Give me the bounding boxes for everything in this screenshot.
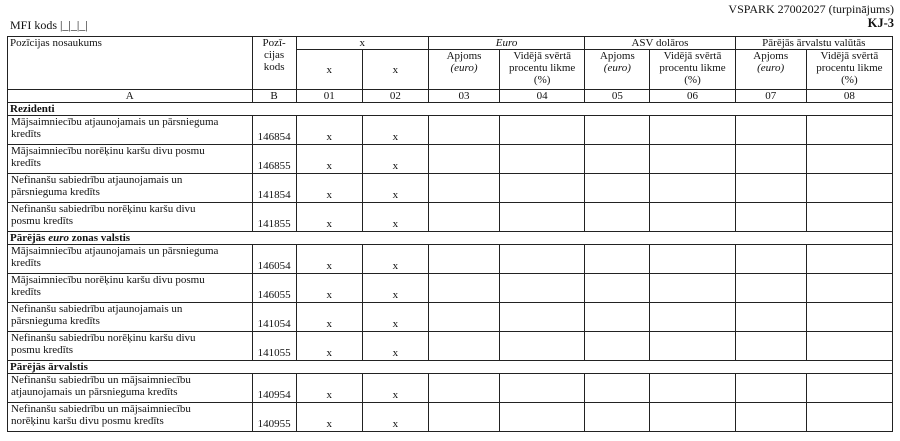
rate-header-euro: Vidējā svērtā procentu likme (%) (500, 50, 585, 90)
x-group-header: x (296, 37, 428, 50)
position-code: 146054 (252, 245, 296, 274)
euro-amount-cell[interactable] (428, 303, 499, 332)
amount-header-other: Apjoms (euro) (735, 50, 806, 90)
column-index: 02 (362, 90, 428, 103)
x-cell: x (296, 332, 362, 361)
position-code: 141054 (252, 303, 296, 332)
x-subheader: x (362, 50, 428, 90)
table-row (8, 403, 893, 432)
other-amount-cell[interactable] (735, 274, 806, 303)
usd-rate-cell[interactable] (650, 403, 735, 432)
position-code: 141055 (252, 332, 296, 361)
usd-rate-cell[interactable] (650, 245, 735, 274)
other-rate-cell[interactable] (806, 374, 892, 403)
other-amount-cell[interactable] (735, 403, 806, 432)
position-name: Nefinanšu sabiedrību un mājsaimniecību norēķinu karšu divu posmu kredīts (8, 403, 253, 432)
usd-amount-cell[interactable] (585, 303, 650, 332)
other-rate-cell[interactable] (806, 174, 892, 203)
other-amount-cell[interactable] (735, 245, 806, 274)
section-title: Pārējās euro zonas valstis (8, 232, 893, 245)
other-amount-cell[interactable] (735, 145, 806, 174)
usd-rate-cell[interactable] (650, 116, 735, 145)
other-currency-group-header: Pārējās ārvalstu valūtās (735, 37, 892, 50)
euro-rate-cell[interactable] (500, 174, 585, 203)
table-row (8, 174, 893, 203)
other-amount-cell[interactable] (735, 116, 806, 145)
position-code: 141854 (252, 174, 296, 203)
mfi-code-label: MFI kods |_|_|_| (10, 18, 88, 32)
euro-amount-cell[interactable] (428, 332, 499, 361)
section-title: Pārējās ārvalstis (8, 361, 893, 374)
amount-header-usd: Apjoms (euro) (585, 50, 650, 90)
table-row (8, 332, 893, 361)
x-cell: x (362, 116, 428, 145)
x-cell: x (296, 374, 362, 403)
rate-header-other: Vidējā svērtā procentu likme (%) (806, 50, 892, 90)
usd-rate-cell[interactable] (650, 203, 735, 232)
x-cell: x (362, 332, 428, 361)
position-code: 140954 (252, 374, 296, 403)
usd-amount-cell[interactable] (585, 174, 650, 203)
usd-rate-cell[interactable] (650, 332, 735, 361)
other-amount-cell[interactable] (735, 332, 806, 361)
usd-rate-cell[interactable] (650, 174, 735, 203)
position-code: 140955 (252, 403, 296, 432)
x-cell: x (296, 203, 362, 232)
section-row (8, 232, 893, 245)
column-index: 04 (500, 90, 585, 103)
position-name: Mājsaimniecību atjaunojamais un pārsnieguma kredīts (8, 245, 253, 274)
position-code: 146854 (252, 116, 296, 145)
euro-rate-cell[interactable] (500, 274, 585, 303)
position-name: Mājsaimniecību norēķinu karšu divu posmu kredīts (8, 274, 253, 303)
column-index-row (8, 90, 893, 103)
position-name: Nefinanšu sabiedrību atjaunojamais un pārsnieguma kredīts (8, 174, 253, 203)
usd-amount-cell[interactable] (585, 403, 650, 432)
euro-amount-cell[interactable] (428, 174, 499, 203)
euro-rate-cell[interactable] (500, 303, 585, 332)
usd-amount-cell[interactable] (585, 274, 650, 303)
other-amount-cell[interactable] (735, 374, 806, 403)
euro-amount-cell[interactable] (428, 116, 499, 145)
usd-rate-cell[interactable] (650, 145, 735, 174)
column-index: 07 (735, 90, 806, 103)
form-header (728, 2, 894, 30)
x-cell: x (296, 116, 362, 145)
section-row (8, 361, 893, 374)
x-cell: x (296, 303, 362, 332)
section-row (8, 103, 893, 116)
position-name: Nefinanšu sabiedrību un mājsaimniecību atjaunojamais un pārsnieguma kredīts (8, 374, 253, 403)
position-name: Mājsaimniecību norēķinu karšu divu posmu kredīts (8, 145, 253, 174)
other-rate-cell[interactable] (806, 274, 892, 303)
usd-rate-cell[interactable] (650, 303, 735, 332)
euro-amount-cell[interactable] (428, 274, 499, 303)
euro-amount-cell[interactable] (428, 245, 499, 274)
other-rate-cell[interactable] (806, 303, 892, 332)
column-index: 01 (296, 90, 362, 103)
other-rate-cell[interactable] (806, 203, 892, 232)
x-cell: x (362, 245, 428, 274)
euro-rate-cell[interactable] (500, 145, 585, 174)
other-rate-cell[interactable] (806, 145, 892, 174)
other-rate-cell[interactable] (806, 403, 892, 432)
code-column-header: Pozī- cijas kods (252, 37, 296, 90)
euro-amount-cell[interactable] (428, 374, 499, 403)
amount-header-euro: Apjoms (euro) (428, 50, 499, 90)
table-row (8, 245, 893, 274)
x-cell: x (362, 203, 428, 232)
position-name: Mājsaimniecību atjaunojamais un pārsnieguma kredīts (8, 116, 253, 145)
rate-header-usd: Vidējā svērtā procentu likme (%) (650, 50, 735, 90)
name-column-header: Pozīcijas nosaukums (8, 37, 253, 90)
position-code: 141855 (252, 203, 296, 232)
x-cell: x (296, 403, 362, 432)
usd-rate-cell[interactable] (650, 274, 735, 303)
usd-rate-cell[interactable] (650, 374, 735, 403)
report-table (7, 36, 893, 432)
euro-amount-cell[interactable] (428, 145, 499, 174)
euro-rate-cell[interactable] (500, 245, 585, 274)
other-rate-cell[interactable] (806, 116, 892, 145)
position-code: 146855 (252, 145, 296, 174)
usd-amount-cell[interactable] (585, 145, 650, 174)
x-cell: x (362, 174, 428, 203)
column-index: A (8, 90, 253, 103)
x-cell: x (296, 174, 362, 203)
section-title: Rezidenti (8, 103, 893, 116)
position-name: Nefinanšu sabiedrību norēķinu karšu divu posmu kredīts (8, 332, 253, 361)
table-row (8, 374, 893, 403)
form-code: VSPARK 27002027 (turpinājums) (728, 2, 894, 16)
form-id: KJ-3 (867, 16, 894, 30)
column-index: B (252, 90, 296, 103)
other-amount-cell[interactable] (735, 303, 806, 332)
table-row (8, 116, 893, 145)
table-row (8, 274, 893, 303)
euro-rate-cell[interactable] (500, 374, 585, 403)
euro-group-header: Euro (428, 37, 584, 50)
x-cell: x (362, 303, 428, 332)
table-row (8, 203, 893, 232)
table-row (8, 145, 893, 174)
euro-amount-cell[interactable] (428, 203, 499, 232)
position-name: Nefinanšu sabiedrību atjaunojamais un pārsnieguma kredīts (8, 303, 253, 332)
usd-amount-cell[interactable] (585, 203, 650, 232)
x-cell: x (362, 145, 428, 174)
euro-rate-cell[interactable] (500, 332, 585, 361)
x-subheader: x (296, 50, 362, 90)
x-cell: x (296, 274, 362, 303)
euro-rate-cell[interactable] (500, 403, 585, 432)
other-amount-cell[interactable] (735, 203, 806, 232)
other-rate-cell[interactable] (806, 245, 892, 274)
x-cell: x (362, 374, 428, 403)
column-index: 08 (806, 90, 892, 103)
usd-amount-cell[interactable] (585, 116, 650, 145)
column-index: 05 (585, 90, 650, 103)
position-name: Nefinanšu sabiedrību norēķinu karšu divu posmu kredīts (8, 203, 253, 232)
euro-rate-cell[interactable] (500, 116, 585, 145)
x-cell: x (362, 403, 428, 432)
table-row (8, 303, 893, 332)
x-cell: x (296, 145, 362, 174)
other-amount-cell[interactable] (735, 174, 806, 203)
usd-amount-cell[interactable] (585, 332, 650, 361)
position-code: 146055 (252, 274, 296, 303)
column-index: 06 (650, 90, 735, 103)
other-rate-cell[interactable] (806, 332, 892, 361)
usd-group-header: ASV dolāros (585, 37, 735, 50)
usd-amount-cell[interactable] (585, 245, 650, 274)
x-cell: x (296, 245, 362, 274)
euro-rate-cell[interactable] (500, 203, 585, 232)
column-index: 03 (428, 90, 499, 103)
usd-amount-cell[interactable] (585, 374, 650, 403)
x-cell: x (362, 274, 428, 303)
euro-amount-cell[interactable] (428, 403, 499, 432)
